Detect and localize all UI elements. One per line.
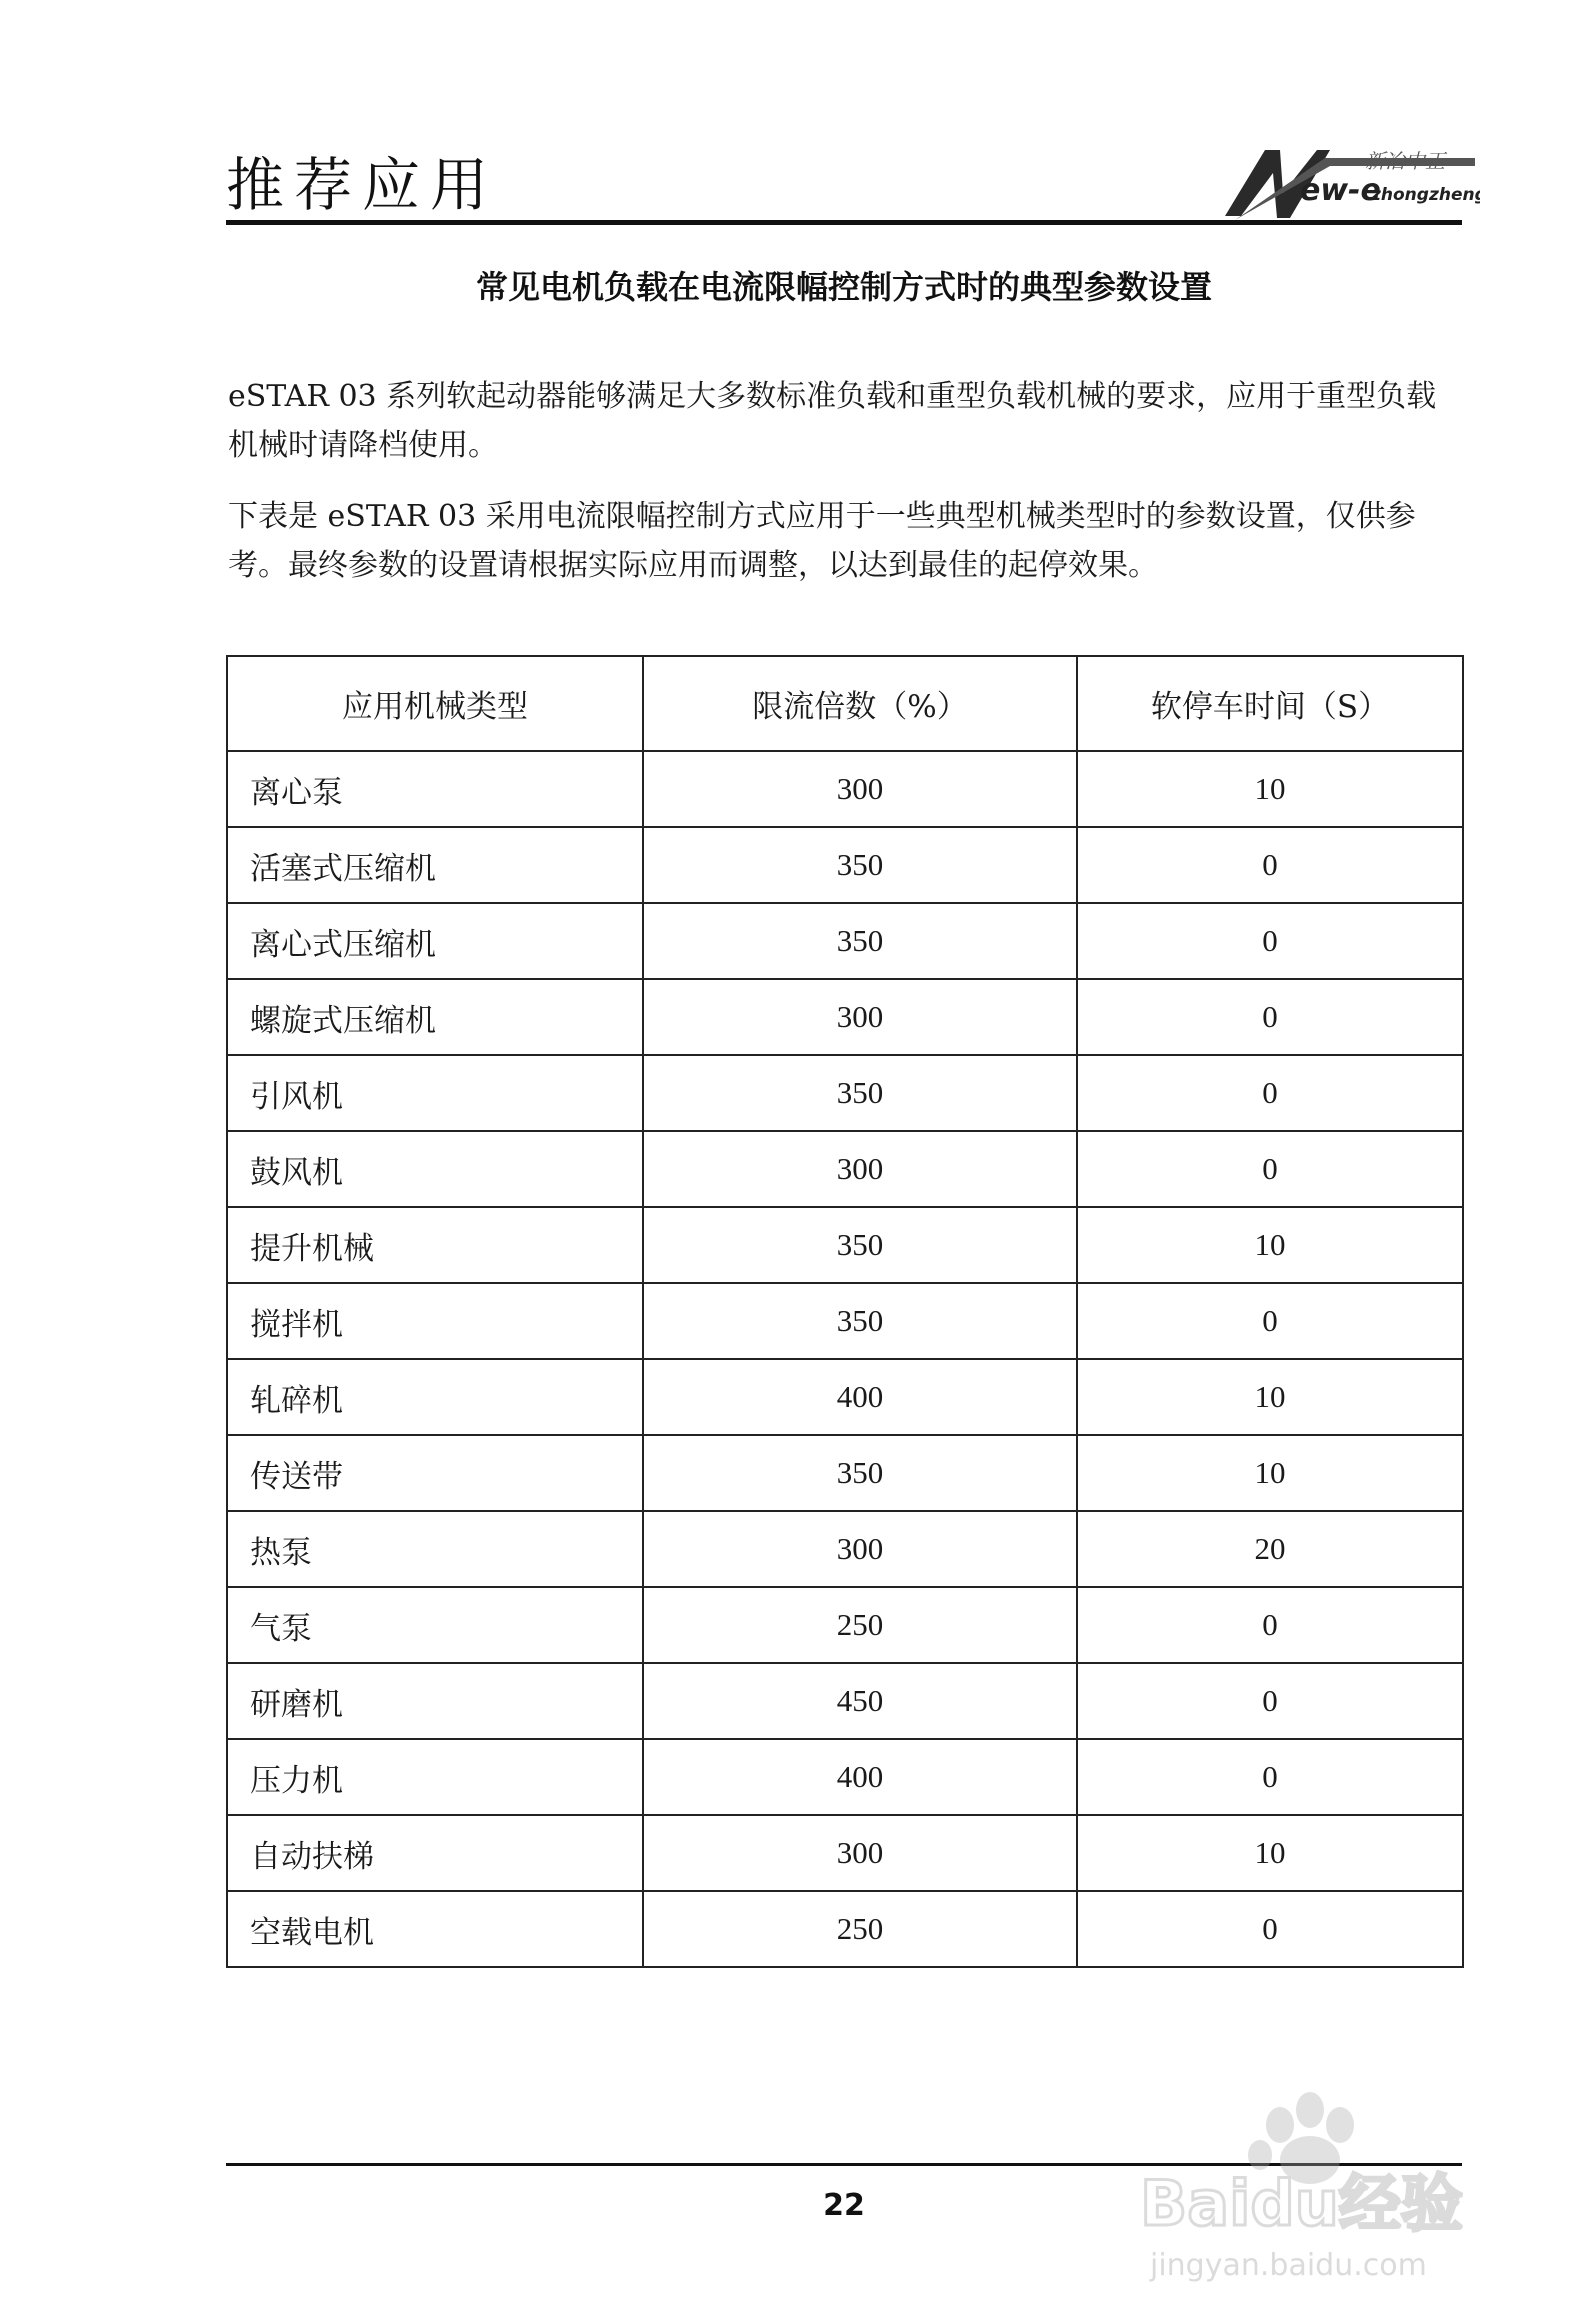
cell-soft-stop-time: 20 [1077, 1511, 1463, 1587]
table-row [227, 1511, 1463, 1587]
cell-machine-type: 离心式压缩机 [227, 903, 643, 979]
cell-soft-stop-time: 0 [1077, 979, 1463, 1055]
cell-soft-stop-time: 0 [1077, 1891, 1463, 1967]
table-row [227, 1587, 1463, 1663]
watermark-url: jingyan.baidu.com [1150, 2248, 1427, 2283]
cell-machine-type: 自动扶梯 [227, 1815, 643, 1891]
cell-soft-stop-time: 0 [1077, 1131, 1463, 1207]
table-row [227, 1283, 1463, 1359]
new-e-zhongzheng-logo [1205, 138, 1480, 228]
cell-machine-type: 螺旋式压缩机 [227, 979, 643, 1055]
table-row [227, 1435, 1463, 1511]
cell-current-limit: 300 [643, 1815, 1077, 1891]
cell-current-limit: 300 [643, 979, 1077, 1055]
section-heading: 常见电机负载在电流限幅控制方式时的典型参数设置 [475, 268, 1212, 306]
table-row [227, 1891, 1463, 1967]
cell-current-limit: 350 [643, 1283, 1077, 1359]
cell-soft-stop-time: 10 [1077, 751, 1463, 827]
cell-machine-type: 气泵 [227, 1587, 643, 1663]
cell-soft-stop-time: 10 [1077, 1435, 1463, 1511]
table-row [227, 1055, 1463, 1131]
header-divider [226, 220, 1462, 225]
header-soft-stop-time: 软停车时间（S） [1077, 656, 1463, 751]
watermark-brand: Baidu经验 [1140, 2167, 1463, 2240]
page-header-title: 推荐应用 [226, 151, 499, 219]
cell-soft-stop-time: 0 [1077, 1739, 1463, 1815]
cell-machine-type: 提升机械 [227, 1207, 643, 1283]
table-row [227, 979, 1463, 1055]
table-row [227, 827, 1463, 903]
cell-soft-stop-time: 0 [1077, 1663, 1463, 1739]
cell-machine-type: 热泵 [227, 1511, 643, 1587]
cell-current-limit: 350 [643, 1435, 1077, 1511]
cell-soft-stop-time: 0 [1077, 1587, 1463, 1663]
cell-current-limit: 350 [643, 1055, 1077, 1131]
cell-soft-stop-time: 10 [1077, 1207, 1463, 1283]
cell-machine-type: 活塞式压缩机 [227, 827, 643, 903]
table-row [227, 1815, 1463, 1891]
intro-paragraph-1: eSTAR 03 系列软起动器能够满足大多数标准负载和重型负载机械的要求，应用于重型负载机械时请降档使用。 [228, 379, 1437, 463]
cell-soft-stop-time: 10 [1077, 1815, 1463, 1891]
cell-current-limit: 250 [643, 1891, 1077, 1967]
cell-current-limit: 350 [643, 1207, 1077, 1283]
table-row [227, 1663, 1463, 1739]
intro-paragraph-2: 下表是 eSTAR 03 采用电流限幅控制方式应用于一些典型机械类型时的参数设置，仅供参考。最终参数的设置请根据实际应用而调整，以达到最佳的起停效果。 [228, 499, 1416, 583]
table-row [227, 903, 1463, 979]
cell-machine-type: 研磨机 [227, 1663, 643, 1739]
table-row [227, 1131, 1463, 1207]
table-row [227, 751, 1463, 827]
table-row [227, 1739, 1463, 1815]
cell-machine-type: 离心泵 [227, 751, 643, 827]
cell-machine-type: 搅拌机 [227, 1283, 643, 1359]
table-header-row [227, 656, 1463, 751]
header-machine-type: 应用机械类型 [227, 656, 643, 751]
cell-soft-stop-time: 0 [1077, 827, 1463, 903]
cell-current-limit: 300 [643, 1131, 1077, 1207]
parameter-table [226, 655, 1464, 1968]
logo-main-text: ew-e [1300, 173, 1381, 208]
logo-graphic [1205, 138, 1480, 228]
cell-soft-stop-time: 0 [1077, 1283, 1463, 1359]
cell-machine-type: 压力机 [227, 1739, 643, 1815]
logo-chinese-text: 新冶中正 [1365, 149, 1445, 173]
cell-machine-type: 鼓风机 [227, 1131, 643, 1207]
cell-current-limit: 350 [643, 903, 1077, 979]
cell-soft-stop-time: 0 [1077, 1055, 1463, 1131]
page-number: 22 [823, 2188, 865, 2223]
cell-current-limit: 250 [643, 1587, 1077, 1663]
table-row [227, 1207, 1463, 1283]
logo-sub-text: zhongzheng [1371, 185, 1480, 205]
cell-machine-type: 传送带 [227, 1435, 643, 1511]
cell-machine-type: 引风机 [227, 1055, 643, 1131]
cell-machine-type: 空载电机 [227, 1891, 643, 1967]
baidu-jingyan-watermark [1130, 2060, 1490, 2290]
cell-current-limit: 400 [643, 1739, 1077, 1815]
cell-soft-stop-time: 0 [1077, 903, 1463, 979]
cell-current-limit: 300 [643, 1511, 1077, 1587]
cell-machine-type: 轧碎机 [227, 1359, 643, 1435]
cell-soft-stop-time: 10 [1077, 1359, 1463, 1435]
cell-current-limit: 350 [643, 827, 1077, 903]
header-current-limit: 限流倍数（%） [643, 656, 1077, 751]
table-row [227, 1359, 1463, 1435]
table-body [227, 751, 1463, 1967]
cell-current-limit: 300 [643, 751, 1077, 827]
cell-current-limit: 400 [643, 1359, 1077, 1435]
cell-current-limit: 450 [643, 1663, 1077, 1739]
